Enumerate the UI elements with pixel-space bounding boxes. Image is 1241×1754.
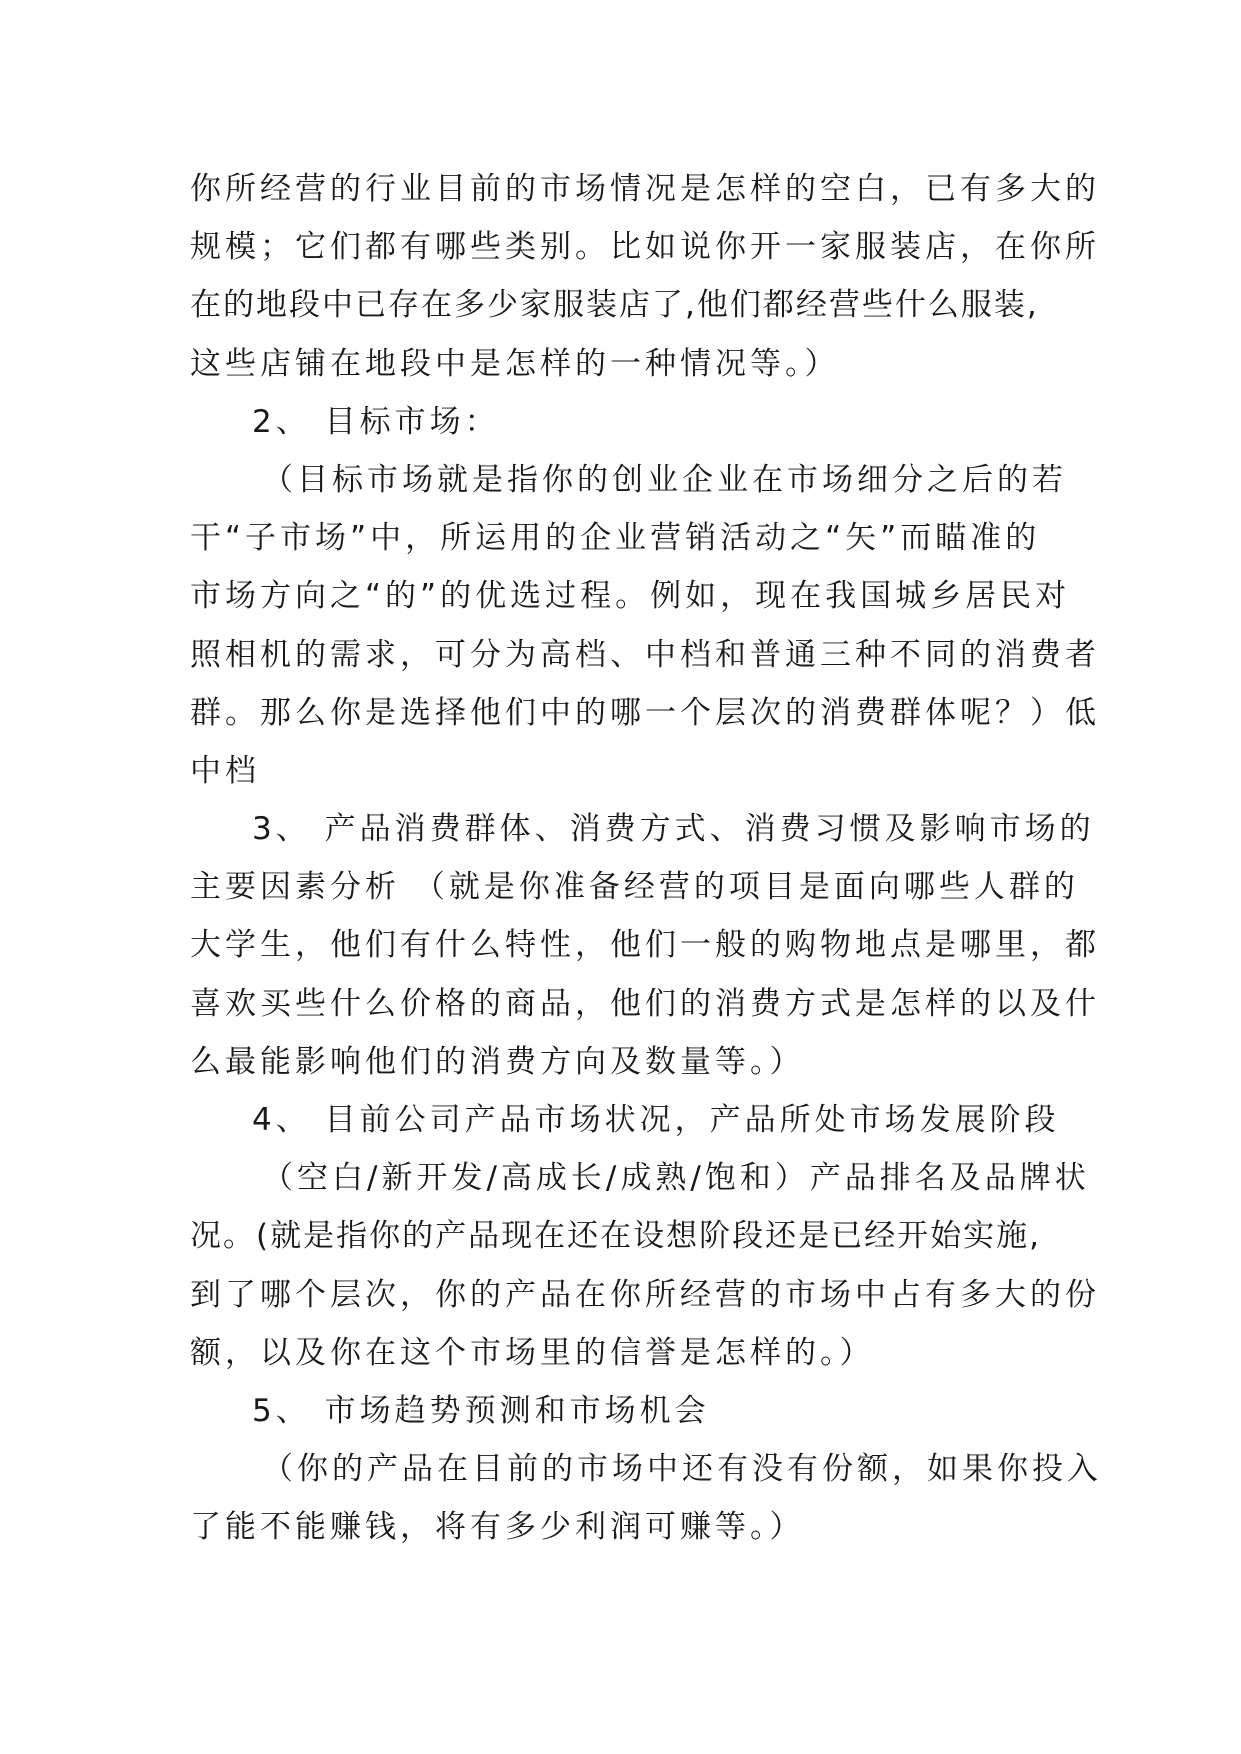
section-heading: 2、 目标市场： [252,403,500,440]
text-line: 干“子市场”中，所运用的企业营销活动之“矢”而瞄准的 [190,520,1041,557]
text-line: 额，以及你在这个市场里的信誉是怎样的。） [190,1334,875,1371]
text-line: （你的产品在目前的市场中还有没有份额，如果你投入 [262,1451,1102,1488]
text-line: 到了哪个层次，你的产品在你所经营的市场中占有多大的份 [190,1276,1100,1313]
section-heading: 3、 产品消费群体、消费方式、消费习惯及影响市场的 [252,811,1095,848]
text-line: 中档 [190,752,260,789]
text-line: （目标市场就是指你的创业企业在市场细分之后的若 [262,461,1067,498]
section-heading: 4、 目前公司产品市场状况，产品所处市场发展阶段 [252,1102,1060,1138]
text-line: 况。(就是指你的产品现在还在设想阶段还是已经开始实施, [190,1218,1041,1255]
text-line: 市场方向之“的”的优选过程。例如，现在我国城乡居民对 [190,578,1071,615]
document-body [190,160,1102,1557]
text-line: 规模；它们都有哪些类别。比如说你开一家服装店，在你所 [190,229,1100,266]
text-line: 喜欢买些什么价格的商品，他们的消费方式是怎样的以及什 [190,985,1100,1022]
section-heading: 5、 市场趋势预测和市场机会 [252,1392,710,1429]
text-line: 主要因素分析 （就是你准备经营的项目是面向哪些人群的 [190,869,1079,906]
text-line: 大学生，他们有什么特性，他们一般的购物地点是哪里，都 [190,927,1100,964]
text-line: 群。那么你是选择他们中的哪一个层次的消费群体呢？）低 [190,694,1100,731]
text-line: 这些店铺在地段中是怎样的一种情况等。） [190,345,840,382]
text-line: 么最能影响他们的消费方向及数量等。） [190,1043,805,1080]
text-line: （空白/新开发/高成长/成熟/饱和）产品排名及品牌状 [262,1160,1090,1197]
text-line: 了能不能赚钱，将有多少利润可赚等。） [190,1509,805,1546]
text-line: 照相机的需求，可分为高档、中档和普通三种不同的消费者 [190,636,1100,673]
text-line: 在的地段中已存在多少家服装店了,他们都经营些什么服装, [190,287,1039,324]
text-line: 你所经营的行业目前的市场情况是怎样的空白，已有多大的 [190,171,1100,207]
